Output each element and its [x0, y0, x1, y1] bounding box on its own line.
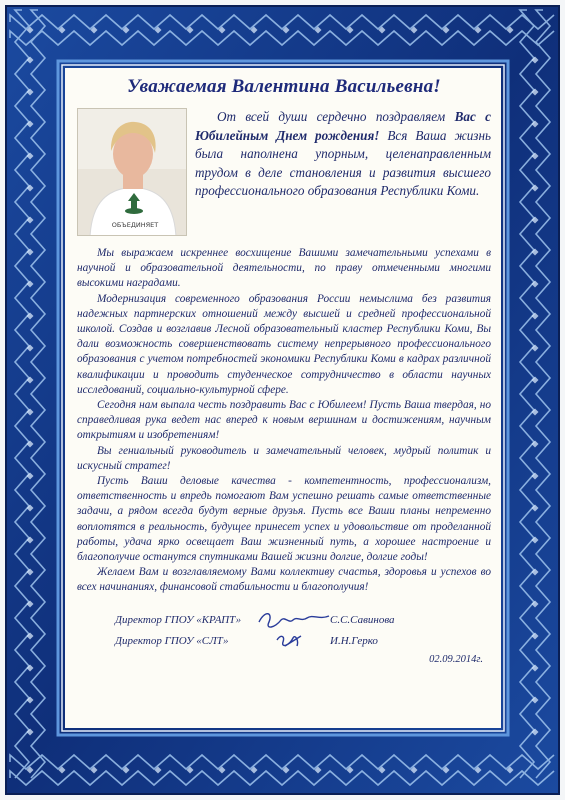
signatory-role: Директор ГПОУ «СЛТ» [115, 634, 229, 647]
letter-body [77, 246, 491, 596]
portrait-photo [77, 108, 187, 236]
signature-block [77, 608, 491, 668]
signatory-name: С.С.Савинова [330, 613, 395, 626]
letter-date: 02.09.2014г. [429, 653, 483, 665]
body-paragraph: Желаем Вам и возглавляемому Вами коллективу счастья, здоровья и успехов во всех начинаниях, финансовой стабильности и благополучия! [77, 566, 491, 594]
body-paragraph: Мы выражаем искреннее восхищение Вашими замечательными успехами в научной и образовательной деятельности, по праву отмеченными многими высокими наградами. [77, 247, 491, 290]
body-paragraph: Сегодня нам выпала честь поздравить Вас с Юбилеем! Пусть Ваша твердая, но справедливая рука ведет нас вперед к новым вершинам и достижениям, научным открытиям и изобретениям! [77, 399, 491, 442]
lead-paragraph: От всей души сердечно поздравляем Вас с Юбилейным Днем рождения! Вся Ваша жизнь была наполнена упорным, целенаправленным трудом в деле становления и развития высшего профессионального образования Республики Коми. [195, 109, 491, 198]
letter-title: Уважаемая Валентина Васильевна! [127, 76, 441, 97]
handwritten-signatures [255, 606, 345, 656]
letter-sheet [65, 68, 501, 728]
shirt-text: ОБЪЕДИНЯЕТ [111, 221, 159, 229]
lead-bold-text: Вас с Юбилейным Днем рождения! [195, 109, 491, 143]
letter-intro [77, 108, 491, 236]
signatory-role: Директор ГПОУ «КРАПТ» [115, 613, 242, 626]
body-paragraph: Вы гениальный руководитель и замечательный человек, мудрый политик и искусный стратег! [77, 444, 491, 472]
signatory-name: И.Н.Герко [330, 634, 378, 647]
body-paragraph: Модернизация современного образования России немыслима без развития надежных партнерских отношений между высшей и средней профессиональной школой. Создав и возглавив Лесной образовательный кластер Республики Коми, Вы дали возможность совершенствовать систему непрерывного профессионального образования с учетом потребностей экономики Республики Коми в кадрах различной квалификации и проводить студенческое сотрудничество в области научных исследований, социально-культурной сфере. [77, 292, 491, 396]
body-paragraph: Пусть Ваши деловые качества - компетентность, профессионализм, ответственность и впредь помогают Вам успешно решать самые ответственные задачи, а рядом всегда будут верные друзья. Пусть все Ваши планы непременно воплотятся в реальность, будущее принесет успех и удовольствие от проделанной работы, удача ярко освещает Ваш жизненный путь, а хорошее настроение и благополучие останутся спутниками Вашей жизни долгие, долгие годы! [77, 475, 491, 564]
